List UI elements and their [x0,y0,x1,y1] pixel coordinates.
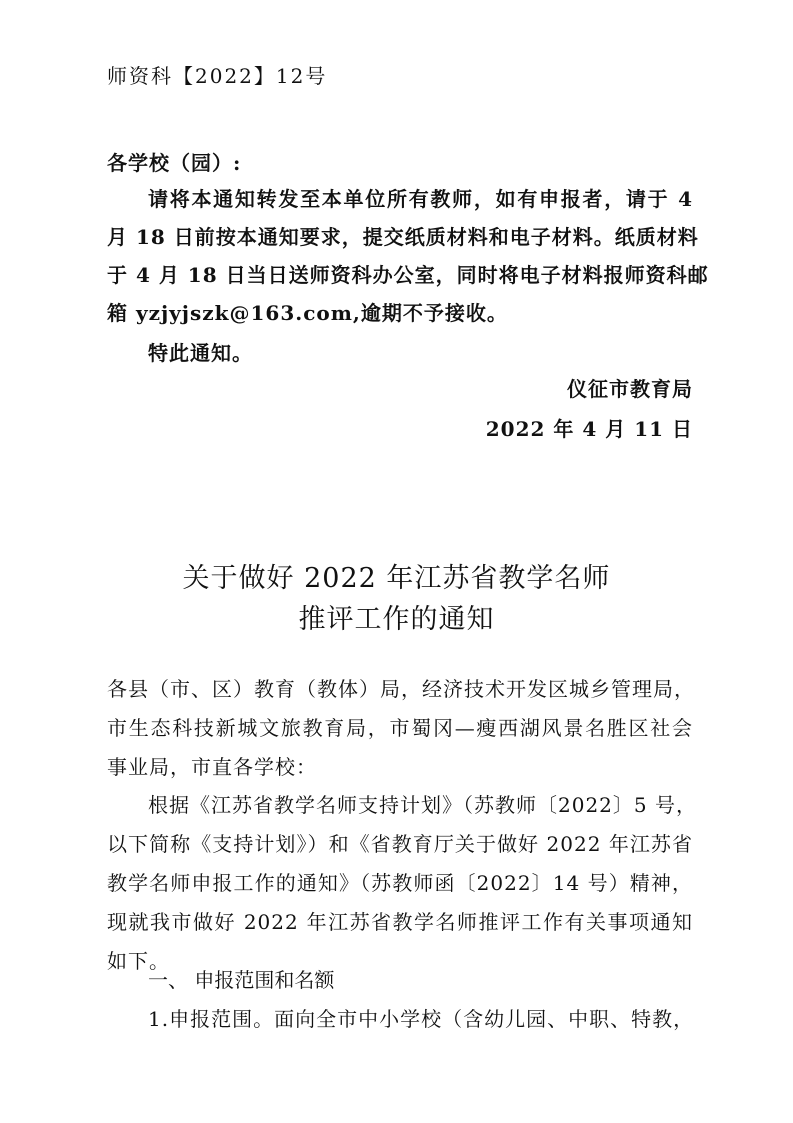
cover-paragraph-line: 请将本通知转发至本单位所有教师，如有申报者，请于 4 [148,187,693,211]
section-heading: 一、 申报范围和名额 [148,968,335,992]
addressee-line: 市生态科技新城文旅教育局，市蜀冈—瘦西湖风景名胜区社会 [107,716,693,740]
body-line: 如下。 [107,949,170,973]
item-line: 1.申报范围。面向全市中小学校（含幼儿园、中职、特教， [148,1007,695,1031]
issue-date: 2022 年 4 月 11 日 [485,417,693,441]
body-line: 根据《江苏省教学名师支持计划》（苏教师〔2022〕5 号， [148,793,697,817]
cover-paragraph-line: 月 18 日前按本通知要求，提交纸质材料和电子材料。纸质材料 [107,225,699,249]
body-line: 现就我市做好 2022 年江苏省教学名师推评工作有关事项通知 [107,910,693,934]
salutation: 各学校（园）: [107,151,242,175]
cover-paragraph-line: 于 4 月 18 日当日送师资科办公室，同时将电子材料报师资科邮 [107,263,709,287]
cover-paragraph-line: 箱 yzjyjszk@163.com,逾期不予接收。 [107,301,508,325]
closing-text: 特此通知。 [148,341,253,365]
notice-title-line-1: 关于做好 2022 年江苏省教学名师 [182,563,611,594]
issuer-name: 仪征市教育局 [567,377,693,401]
body-line: 教学名师申报工作的通知》（苏教师函〔2022〕14 号）精神， [107,871,693,895]
notice-title-line-2: 推评工作的通知 [298,604,495,635]
addressee-line: 事业局，市直各学校： [107,755,317,779]
document-number: 师资科【2022】12号 [107,64,328,88]
addressee-line: 各县（市、区）教育（教体）局，经济技术开发区城乡管理局， [107,677,695,701]
body-line: 以下简称《支持计划》）和《省教育厅关于做好 2022 年江苏省 [107,832,693,856]
